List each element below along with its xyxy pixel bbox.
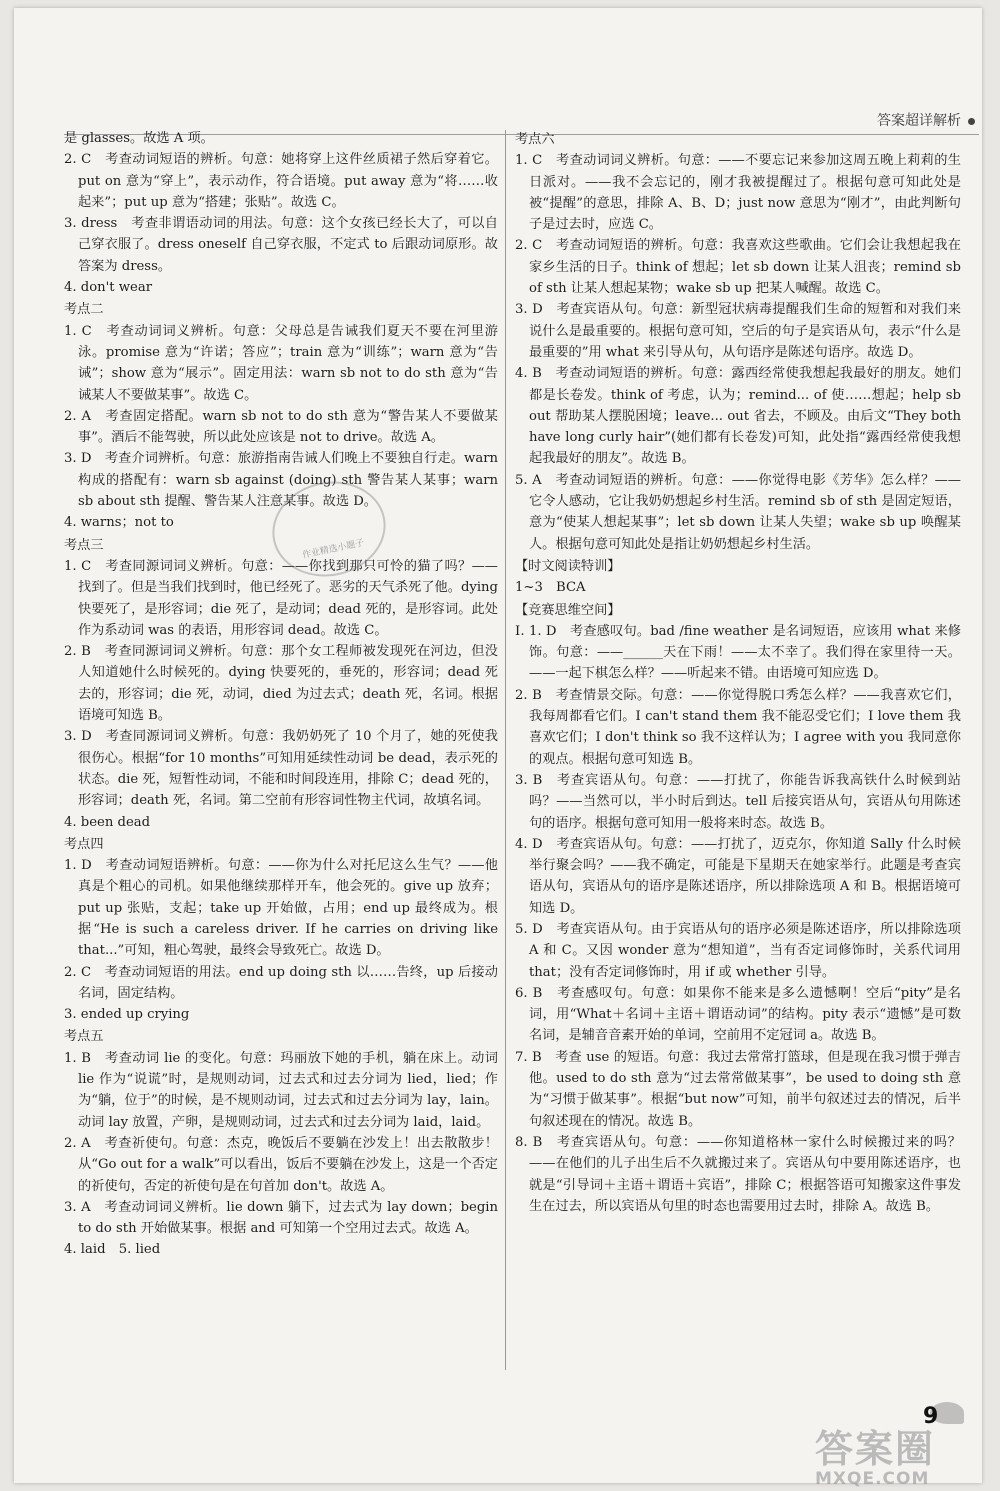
right-column — [515, 128, 961, 1217]
answer-item: 4. D 考查宾语从句。句意：——打扰了，迈克尔，你知道 Sally 什么时候举行聚会吗？——我不确定，可能是下星期天在她家举行。此题是考查宾语从句，宾语从句的语序是陈述语序，所以排除选项 A 和 B。根据语境可知选 D。 — [515, 836, 961, 916]
section-heading: 【竞赛思维空间】 — [515, 602, 621, 618]
answer-item: 5. A 考查动词短语的辨析。句意：——你觉得电影《芳华》怎么样？——它令人感动，它让我奶奶想起乡村生活。remind sb of sth 是固定短语，意为“使某人想起某事”；let sb down 让某人失望；wake sb up 唤醒某人。根据句意可知此处是指让奶奶想起乡村生活。 — [515, 472, 961, 552]
answer-item: 3. dress 考查非谓语动词的用法。句意：这个女孩已经长大了，可以自己穿衣服了。dress oneself 自己穿衣服，不定式 to 后跟动词原形。故答案为 dress。 — [64, 216, 498, 274]
answer-item: 4. B 考查动词短语的辨析。句意：露西经常使我想起我最好的朋友。她们都是长卷发。think of 考虑，认为；remind... of 使……想起；help sb out 帮助某人摆脱困境；leave... out 省去，不顾及。由后文“They both have long curly hair”(她们都有长卷发)可知，此处指“露西经常使我想起我最好的朋友”。故选 B。 — [515, 366, 961, 467]
answer-item: 1. C 考查动词词义辨析。句意：——不要忘记来参加这周五晚上莉莉的生日派对。——我不会忘记的，刚才我被提醒过了。根据句意可知此处是被“提醒”的意思，排除 A、B、D；just now 意思为“刚才”，由此判断句子是过去时，应选 C。 — [515, 153, 961, 233]
header-bullet-icon — [968, 118, 975, 125]
answer-item: 2. C 考查动词短语的用法。end up doing sth 以……告终，up 后接动名词，固定结构。 — [64, 964, 498, 1001]
answer-item: 4. laid 5. lied — [64, 1242, 161, 1258]
answer-item: 3. D 考查介词辨析。句意：旅游指南告诫人们晚上不要独自行走。warn 构成的搭配有：warn sb against (doing) sth 警告某人某事；warn sb about sth 提醒、警告某人注意某事。故选 D。 — [64, 451, 498, 510]
answer-item: 7. B 考查 use 的短语。句意：我过去常常打篮球，但是现在我习惯于弹吉他。used to do sth 意为“过去常常做某事”，be used to doing sth 意为“习惯于做某事”。根据“but now”可知，前半句叙述过去的情况，后半句叙述现在的情况。故选 B。 — [515, 1049, 961, 1129]
answer-item: 4. warns；not to — [64, 515, 174, 531]
section-heading: 考点三 — [64, 537, 104, 553]
answer-item: 是 glasses。故选 A 项。 — [64, 131, 214, 146]
answer-item: 4. been dead — [64, 814, 151, 830]
answer-item: 3. ended up crying — [64, 1007, 190, 1023]
answer-item: 8. B 考查宾语从句。句意：——你知道格林一家什么时候搬过来的吗？——在他们的儿子出生后不久就搬过来了。宾语从句中要用陈述语序，也就是“引导词＋主语＋谓语＋宾语”，排除 C；根据答语可知搬家这件事发生在过去，所以宾语从句里的时态也需要用过去时，排除 A。故选 B。 — [515, 1134, 961, 1214]
answer-item: 1. C 考查同源词词义辨析。句意：——你找到那只可怜的猫了吗？——找到了。但是当我们找到时，他已经死了。恶劣的天气杀死了他。dying 快要死了，是形容词；die 死了，是动词；dead 死的，是形容词。此处作为系动词 was 的表语，用形容词 dead。故选 C。 — [64, 558, 498, 638]
answer-item: 3. B 考查宾语从句。句意：——打扰了，你能告诉我高铁什么时候到站吗？——当然可以，半小时后到达。tell 后接宾语从句，宾语从句用陈述句的语序。根据句意可知用一般将来时态。故选 B。 — [515, 772, 961, 831]
answer-item: 1. C 考查动词词义辨析。句意：父母总是告诫我们夏天不要在河里游泳。promise 意为“许诺；答应”；train 意为“训练”；warn 意为“告诫”；show 意为“展示”。固定用法：warn sb not to do sth 意为“告诫某人不要做某事”。故选 C。 — [64, 323, 498, 403]
answer-item: 2. B 考查情景交际。句意：——你觉得脱口秀怎么样？——我喜欢它们，我每周都看它们。I can't stand them 我不能忍受它们；I love them 我喜欢它们；I don't think so 我不这样认为；I agree with you 我同意你的观点。根据句意可知选 B。 — [515, 687, 961, 767]
left-column — [64, 128, 498, 1261]
stamp-text: 作业精选小题子 — [301, 538, 366, 561]
answer-item: 3. D 考查同源词词义辨析。句意：我奶奶死了 10 个月了，她的死使我很伤心。根据“for 10 months”可知用延续性动词 be dead，表示死的状态。die 死，短暂性动词，不能和时间段连用，排除 C；dead 死的，形容词；death 死，名词。第二空前有形容词性物主代词，故填名词。 — [64, 729, 498, 809]
answer-item: 3. A 考查动词词义辨析。lie down 躺下，过去式为 lay down；begin to do sth 开始做某事。根据 and 可知第一个空用过去式。故选 A。 — [64, 1199, 498, 1237]
watermark — [815, 1418, 995, 1488]
answer-item: 5. D 考查宾语从句。由于宾语从句的语序必须是陈述语序，所以排除选项 A 和 C。又因 wonder 意为“想知道”，当有否定词修饰时，关系代词用 that；没有否定词修饰时，用 if 或 whether 引导。 — [515, 921, 961, 980]
answer-item: 2. C 考查动词短语的辨析。句意：她将穿上这件丝质裙子然后穿着它。put on 意为“穿上”，表示动作，符合语境。put away 意为“将……收起来”；put up 意为“搭建；张贴”。故选 C。 — [64, 152, 498, 210]
page-number: 9 — [923, 1404, 939, 1429]
watermark-url: MXQE.COM — [815, 1469, 930, 1489]
answer-item: 2. B 考查同源词词义辨析。句意：那个女工程师被发现死在河边，但没人知道她什么时候死的。dying 快要死的，垂死的，形容词；dead 死去的，形容词；die 死，动词，died 为过去式；death 死，名词。根据语境可知选 B。 — [64, 644, 498, 724]
section-heading: 考点二 — [64, 302, 104, 318]
answer-item: 2. C 考查动词短语的辨析。句意：我喜欢这些歌曲。它们会让我想起我在家乡生活的日子。think of 想起；let sb down 让某人沮丧；remind sb of sth 让某人想起某物；wake sb up 把某人喊醒。故选 C。 — [515, 238, 961, 297]
header-title: 答案超详解析 — [877, 113, 961, 129]
answer-item: 6. B 考查感叹句。句意：如果你不能来是多么遗憾啊！空后“pity”是名词，用“What＋名词＋主语＋谓语动词”的结构。pity 表示“遗憾”是可数名词，是辅音音素开始的单词，空前用不定冠词 a。故选 B。 — [515, 985, 961, 1044]
section-heading: 考点五 — [64, 1029, 104, 1045]
answer-item: 3. D 考查宾语从句。句意：新型冠状病毒提醒我们生命的短暂和对我们来说什么是最重要的。根据句意可知，空后的句子是宾语从句，表示“什么是最重要的”用 what 来引导从句，从句语序是陈述句语序。故选 D。 — [515, 302, 961, 360]
column-divider — [505, 130, 506, 1370]
answer-item: Ⅰ. 1. D 考查感叹句。bad /fine weather 是名词短语，应该用 what 来修饰。句意：——______天在下雨！——太不幸了。我们得在家里待一天。——一起下棋怎么样？——听起来不错。由语境可知应选 D。 — [515, 623, 961, 682]
answer-item: 1~3 BCA — [515, 580, 586, 596]
section-heading: 【时文阅读特训】 — [515, 558, 621, 574]
section-heading: 考点四 — [64, 836, 104, 852]
answer-item: 2. A 考查祈使句。句意：杰克，晚饭后不要躺在沙发上！出去散散步！从“Go out for a walk”可以看出，饭后不要躺在沙发上，这是一个否定的祈使句，否定的祈使句是在句首加 don't。故选 A。 — [64, 1135, 498, 1194]
watermark-logo: 答案圈 — [815, 1427, 936, 1471]
answer-item: 2. A 考查固定搭配。warn sb not to do sth 意为“警告某人不要做某事”。酒后不能驾驶，所以此处应该是 not to drive。故选 A。 — [64, 408, 498, 446]
answer-item: 1. B 考查动词 lie 的变化。句意：玛丽放下她的手机，躺在床上。动词 lie 作为“说谎”时，是规则动词，过去式和过去分词为 lied，lied；作为“躺，位于”的时候，是不规则动词，过去式和过去分词为 lay，lain。动词 lay 放置，产卵，是规则动词，过去式和过去分词为 laid，laid。 — [64, 1050, 498, 1130]
answer-item: 4. don't wear — [64, 280, 153, 296]
section-heading: 考点六 — [515, 132, 555, 147]
answer-item: 1. D 考查动词短语辨析。句意：——你为什么对托尼这么生气？——他真是个粗心的司机。如果他继续那样开车，他会死的。give up 放弃；put up 张贴，支起；take up 开始做，占用；end up 最终成为。根据“He is such a careless driver. If he carries on driving like that...”可知，粗心驾驶，最终会导致死亡。故选 D。 — [64, 858, 498, 959]
